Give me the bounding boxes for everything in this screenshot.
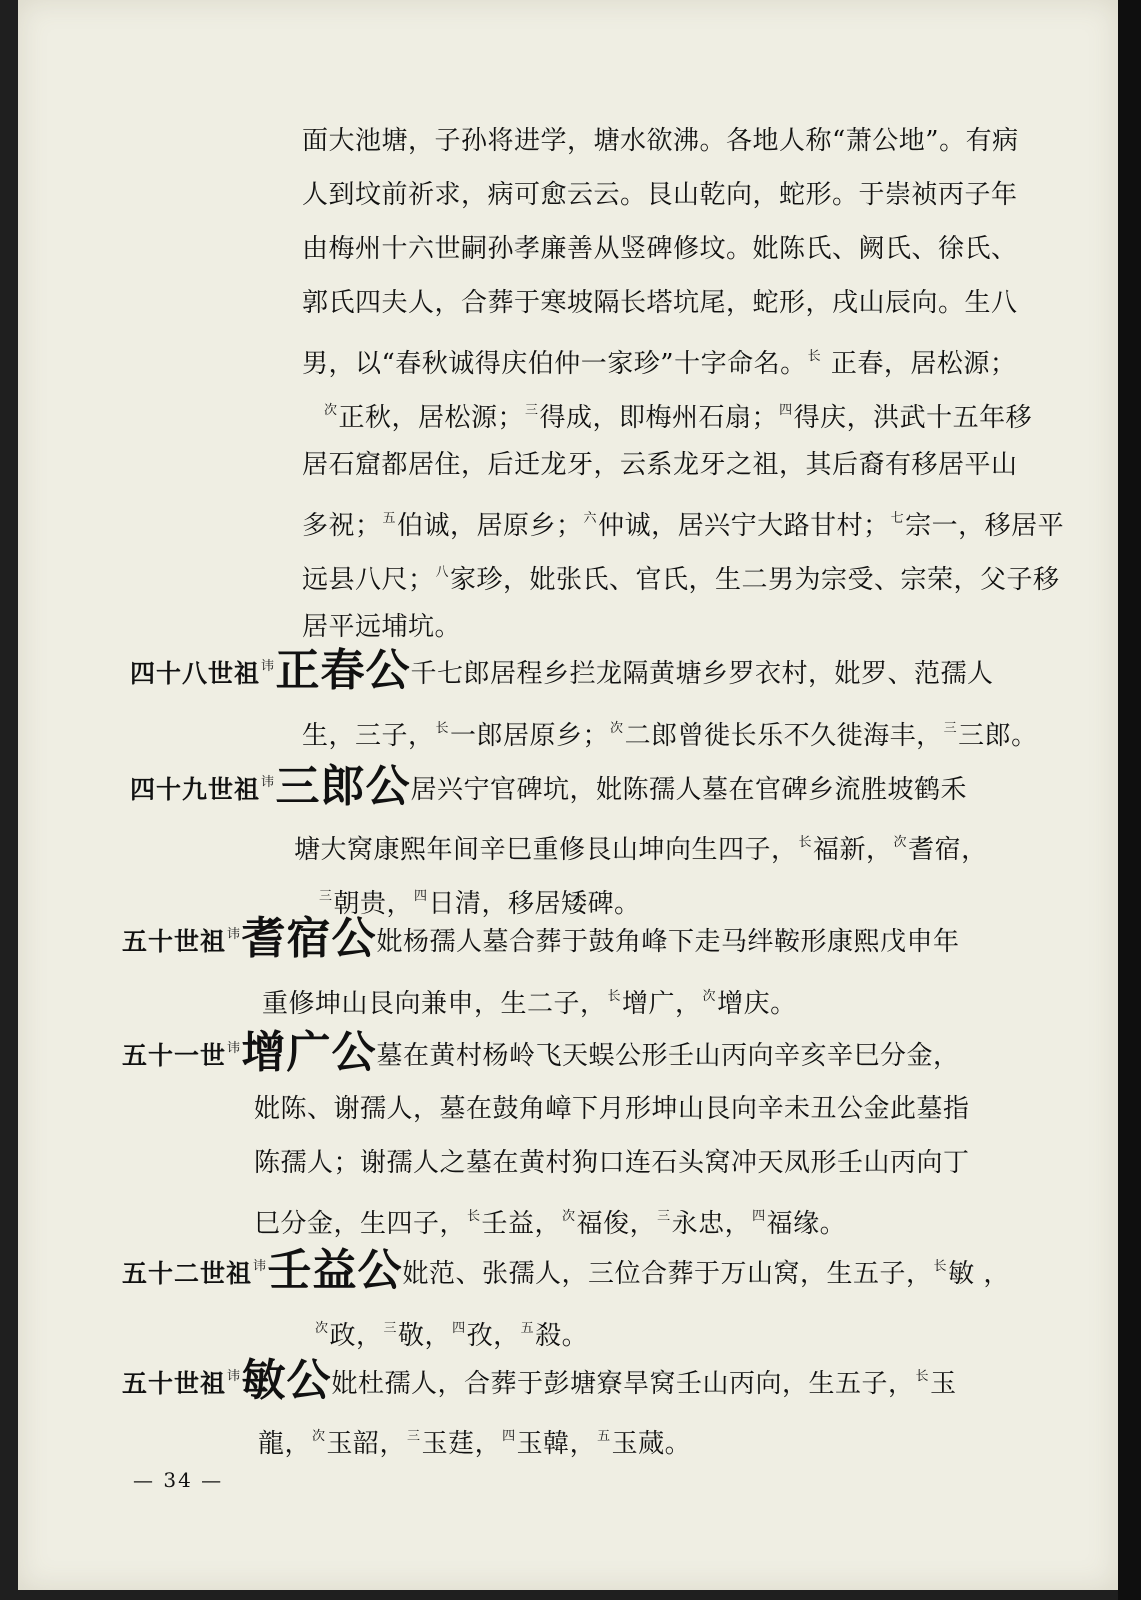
text-line: $^次$政，$^三$敬，$^四$孜，$^五$殺。 [315,1321,589,1351]
text-line: 由梅州十六世嗣孙孝廉善从竖碑修坟。妣陈氏、阙氏、徐氏、 [302,234,1018,264]
text-line: 郭氏四夫人，合葬于寒坡隔长塔坑尾，蛇形，戌山辰向。生八 [302,288,1018,318]
text-line: 重修坤山艮向兼申，生二子，$^长$增广，$^次$增庆。 [262,989,797,1019]
text-line: 远县八尺；$^八$家珍，妣张氏、官氏，生二男为宗受、宗荣，父子移 [302,565,1060,595]
entry-heading: 四十八世祖$^讳$正春公千七郎居程乡拦龙隔黄塘乡罗衣村，妣罗、范孺人 [130,645,994,696]
text-line: $^三$朝贵，$^四$日清，移居矮碑。 [319,889,641,919]
text-line: 妣陈、谢孺人，墓在鼓角嶂下月形坤山艮向辛未丑公金此墓指 [254,1094,970,1124]
entry-heading: 五十二世祖$^讳$壬益公妣范、张孺人，三位合葬于万山窝，生五子，$^长$敏 ， [122,1245,1010,1296]
document-page [18,0,1118,1590]
entry-heading: 四十九世祖$^讳$三郎公居兴宁官碑坑，妣陈孺人墓在官碑乡流胜坡鹤禾 [130,761,968,812]
text-line: $^次$正秋，居松源；$^三$得成，即梅州石扇；$^四$得庆，洪武十五年移 [324,403,1033,433]
text-line: 面大池塘，子孙将进学，塘水欲沸。各地人称“萧公地”。有病 [302,126,1019,156]
text-line: 塘大窝康熙年间辛巳重修艮山坤向生四子，$^长$福新，$^次$耆宿， [294,835,988,865]
page-number: — 34 — [133,1468,224,1492]
text-line: 巳分金，生四子，$^长$壬益，$^次$福俊，$^三$永忠，$^四$福缘。 [254,1209,847,1239]
text-line: 生，三子，$^长$一郎居原乡；$^次$二郎曾徙长乐不久徙海丰，$^三$三郎。 [302,721,1038,751]
text-line: 男，以“春秋诚得庆伯仲一家珍”十字命名。$^长$ 正春，居松源； [302,349,1017,379]
entry-heading: 五十世祖$^讳$敏公妣杜孺人，合葬于彭塘寮旱窝壬山丙向，生五子，$^长$玉 [122,1355,957,1406]
text-line: 居石窟都居住，后迁龙牙，云系龙牙之祖，其后裔有移居平山 [302,450,1018,480]
entry-heading: 五十一世$^讳$增广公墓在黄村杨岭飞天蜈公形壬山丙向辛亥辛巳分金， [122,1027,960,1078]
entry-heading: 五十世祖$^讳$耆宿公妣杨孺人墓合葬于鼓角峰下走马绊鞍形康熙戊申年 [122,913,960,964]
text-line: 多祝；$^五$伯诚，居原乡；$^六$仲诚，居兴宁大路甘村；$^七$宗一，移居平 [302,511,1065,541]
text-line: 龍，$^次$玉韶，$^三$玉莛，$^四$玉韓，$^五$玉蒇。 [258,1429,692,1459]
text-line: 人到坟前祈求，病可愈云云。艮山乾向，蛇形。于崇祯丙子年 [302,180,1018,210]
text-line: 陈孺人；谢孺人之墓在黄村狗口连石头窝冲天凤形壬山丙向丁 [254,1148,970,1178]
text-line: 居平远埔坑。 [302,612,462,642]
scan-edge [1118,0,1141,1600]
